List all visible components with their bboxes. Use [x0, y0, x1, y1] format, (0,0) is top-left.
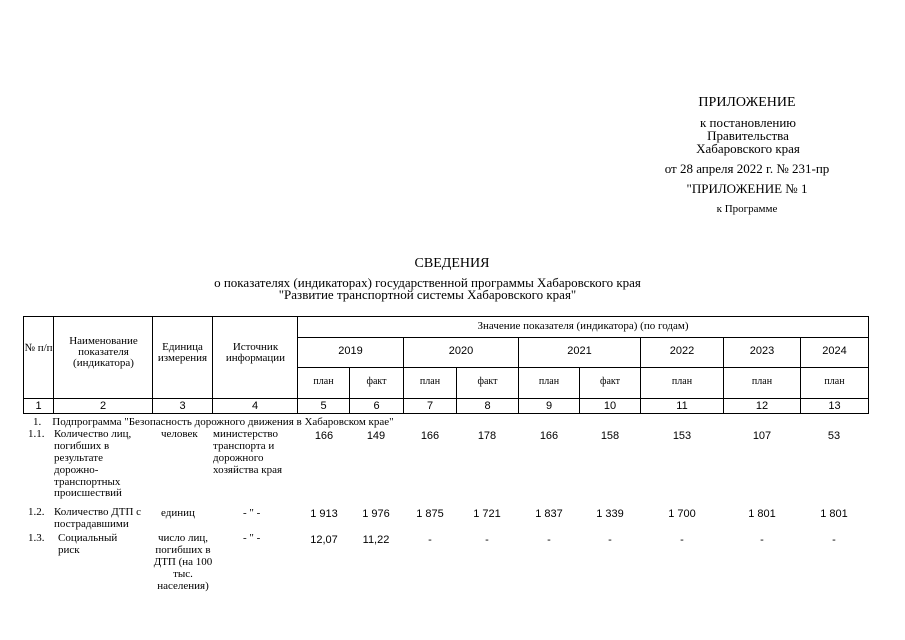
value-cell: 107 — [752, 430, 772, 442]
value-cell: 153 — [672, 430, 692, 442]
index-cell: 5 — [320, 400, 327, 412]
source-cell: - " - — [243, 532, 261, 544]
year-2023: 2023 — [749, 345, 775, 357]
year-2019: 2019 — [338, 345, 363, 357]
value-cell: 1 837 — [535, 508, 563, 520]
grid-line — [152, 316, 153, 414]
subprogram-heading: 1. Подпрограмма "Безопасность дорожного движения в Хабаровском крае" — [33, 416, 394, 428]
grid-line — [868, 316, 869, 414]
value-cell: 166 — [539, 430, 559, 442]
value-cell: - — [428, 534, 432, 546]
grid-line — [212, 316, 213, 414]
appendix-number: "ПРИЛОЖЕНИЕ № 1 — [686, 181, 808, 196]
grid-line — [23, 316, 24, 414]
value-cell: 1 801 — [820, 508, 848, 520]
appendix-date: от 28 апреля 2022 г. № 231-пр — [664, 161, 830, 176]
index-cell: 10 — [603, 400, 617, 412]
index-cell: 7 — [426, 400, 434, 412]
index-cell: 8 — [484, 400, 491, 412]
value-cell: - — [680, 534, 684, 546]
year-2024: 2024 — [822, 345, 847, 357]
value-cell: 1 339 — [596, 508, 624, 520]
value-cell: - — [832, 534, 836, 546]
header-values: Значение показателя (индикатора) (по годам) — [477, 320, 689, 332]
grid-line — [53, 316, 54, 414]
index-cell: 13 — [828, 400, 841, 412]
value-cell: 1 976 — [362, 508, 390, 520]
value-cell: 53 — [827, 430, 841, 442]
header-name: Наименование показателя (индикатора) — [69, 335, 138, 369]
value-cell: - — [760, 534, 764, 546]
value-cell: 166 — [314, 430, 334, 442]
fact-2021: факт — [599, 376, 620, 387]
appendix-line1: к постановлению — [699, 115, 797, 130]
document-subtitle-1: о показателях (индикаторах) государственной программы Хабаровского края — [214, 275, 641, 290]
grid-line — [23, 413, 869, 414]
plan-2020: план — [419, 376, 441, 387]
value-cell: - — [485, 534, 489, 546]
row-number: 1.2. — [28, 506, 45, 518]
source-cell: министерство транспорта и дорожного хозяйства края — [213, 428, 283, 476]
value-cell: 178 — [477, 430, 497, 442]
year-2022: 2022 — [669, 345, 695, 357]
row-number: 1.3. — [28, 532, 45, 544]
unit-cell: единиц — [161, 507, 195, 519]
indicator-name: Социальный риск — [58, 532, 118, 556]
grid-line — [23, 316, 869, 317]
header-source: Источник информации — [225, 341, 286, 364]
header-no: № п/п — [24, 342, 53, 354]
indicator-name: Количество лиц, погибших в результате дорожно-транспортных происшествий — [54, 428, 132, 500]
appendix-block — [600, 96, 900, 215]
source-cell: - " - — [243, 507, 261, 519]
value-cell: - — [547, 534, 551, 546]
year-2020: 2020 — [448, 345, 474, 357]
appendix-line2: Правительства — [707, 128, 789, 143]
fact-2019: факт — [366, 376, 387, 387]
value-cell: 1 700 — [668, 508, 696, 520]
grid-line — [297, 337, 869, 338]
index-cell: 4 — [251, 400, 259, 412]
index-cell: 3 — [179, 400, 186, 412]
plan-2024: план — [824, 376, 845, 387]
plan-2021: план — [538, 376, 560, 387]
year-2021: 2021 — [567, 345, 592, 357]
value-cell: 166 — [420, 430, 440, 442]
value-cell: 1 721 — [473, 508, 501, 520]
plan-2023: план — [751, 376, 773, 387]
value-cell: - — [608, 534, 612, 546]
value-cell: 1 801 — [748, 508, 776, 520]
grid-line — [297, 367, 869, 368]
index-cell: 9 — [545, 400, 553, 412]
index-cell: 6 — [373, 400, 380, 412]
header-unit: Единица измерения — [157, 341, 208, 364]
appendix-title: ПРИЛОЖЕНИЕ — [698, 95, 796, 110]
unit-cell: число лиц, погибших в ДТП (на 100 тыс. населения) — [153, 532, 213, 592]
appendix-to-program: к Программе — [716, 203, 778, 215]
value-cell: 1 875 — [416, 508, 444, 520]
document-subtitle-2: "Развитие транспортной системы Хабаровского края" — [278, 287, 577, 302]
value-cell: 12,07 — [310, 534, 338, 546]
index-cell: 12 — [755, 400, 769, 412]
document-title: СВЕДЕНИЯ — [414, 256, 490, 271]
index-cell: 11 — [676, 400, 688, 412]
grid-line — [23, 398, 869, 399]
appendix-line3: Хабаровского края — [696, 141, 800, 156]
value-cell: 149 — [366, 430, 386, 442]
index-cell: 1 — [35, 400, 42, 412]
index-cell: 2 — [99, 400, 107, 412]
row-number: 1.1. — [28, 428, 45, 440]
indicator-name: Количество ДТП с пострадавшими — [54, 506, 142, 530]
fact-2020: факт — [477, 376, 498, 387]
plan-2022: план — [671, 376, 693, 387]
unit-cell: человек — [161, 428, 198, 440]
value-cell: 11,22 — [362, 534, 390, 546]
value-cell: 1 913 — [310, 508, 338, 520]
plan-2019: план — [313, 376, 334, 387]
value-cell: 158 — [600, 430, 620, 442]
